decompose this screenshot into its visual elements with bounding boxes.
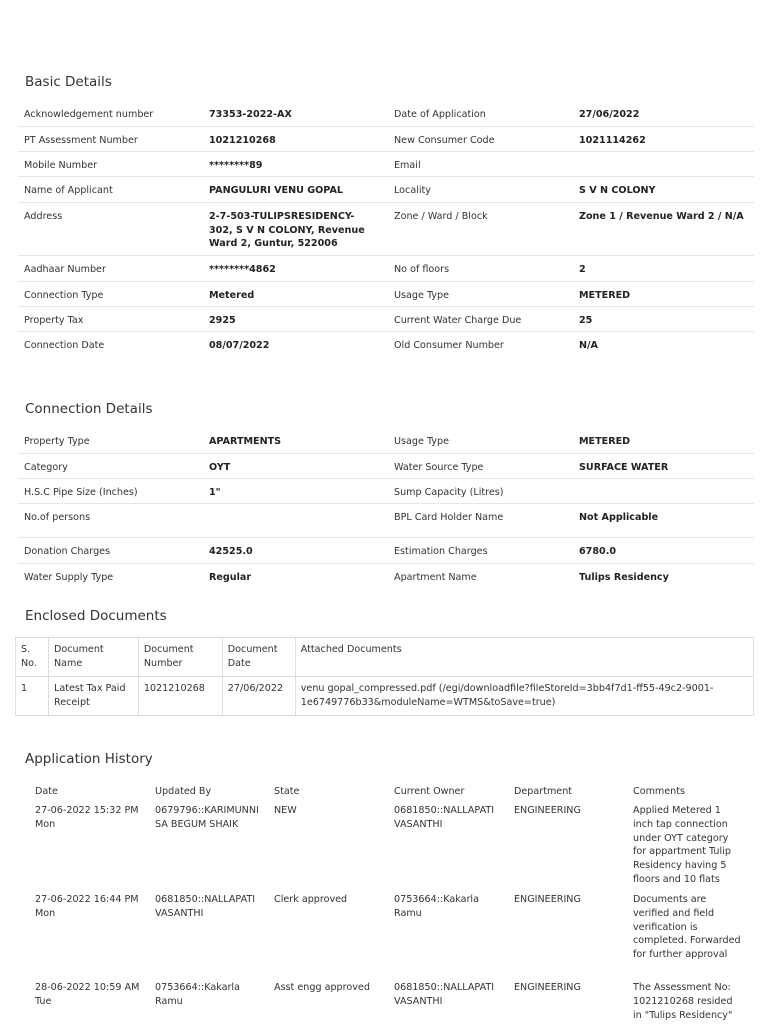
detail-row (18, 564, 754, 590)
field-label: Property Type (24, 436, 90, 447)
detail-row (18, 203, 754, 256)
column-header: Comments (633, 786, 686, 797)
history-department: ENGINEERING (514, 894, 581, 905)
field-value: 1021114262 (579, 135, 646, 146)
field-value: 6780.0 (579, 546, 617, 557)
field-label: BPL Card Holder Name (394, 512, 504, 523)
history-department: ENGINEERING (514, 805, 581, 816)
document-date-cell: 27/06/2022 (222, 677, 295, 716)
field-value: 2925 (209, 315, 236, 326)
field-label: Connection Date (24, 340, 105, 351)
column-header: Document Date (222, 638, 295, 677)
history-updated-by: 0679796::KARIMUNNI SA BEGUM SHAIK (155, 805, 259, 830)
column-header: Date (35, 786, 58, 797)
history-state: Clerk approved (274, 894, 348, 905)
column-header: Updated By (155, 786, 212, 797)
field-value: 08/07/2022 (209, 340, 270, 351)
detail-row (18, 428, 754, 454)
field-value: ********89 (209, 160, 263, 171)
document-name-cell: Latest Tax Paid Receipt (48, 677, 138, 716)
field-label: Mobile Number (24, 160, 98, 171)
detail-row (18, 101, 754, 127)
detail-row (18, 282, 754, 307)
field-value: Tulips Residency (579, 572, 669, 583)
field-label: Current Water Charge Due (394, 315, 522, 326)
detail-row (18, 504, 754, 538)
field-value: Regular (209, 572, 252, 583)
field-value: 1" (209, 487, 221, 498)
field-value: N/A (579, 340, 598, 351)
field-label: Property Tax (24, 315, 84, 326)
field-value: SURFACE WATER (579, 462, 669, 473)
field-value: Metered (209, 290, 255, 301)
detail-row (18, 479, 754, 504)
connection-details-title: Connection Details (25, 401, 153, 417)
field-label: Estimation Charges (394, 546, 488, 557)
column-header: Document Number (138, 638, 222, 677)
detail-row (18, 152, 754, 177)
detail-row (18, 177, 754, 203)
field-label: Usage Type (394, 290, 449, 301)
field-value: APARTMENTS (209, 436, 282, 447)
column-header: Department (514, 786, 573, 797)
history-date: 27-06-2022 16:44 PM Mon (35, 894, 139, 919)
field-label: Zone / Ward / Block (394, 211, 488, 222)
field-label: Connection Type (24, 290, 104, 301)
field-value: 2 (579, 264, 586, 275)
field-value: METERED (579, 290, 631, 301)
history-state: NEW (274, 805, 297, 816)
history-updated-by: 0681850::NALLAPATI VASANTHI (155, 894, 256, 919)
field-label: Water Source Type (394, 462, 484, 473)
field-label: Email (394, 160, 421, 171)
detail-row (18, 454, 754, 479)
field-label: Address (24, 211, 63, 222)
field-label: Aadhaar Number (24, 264, 106, 275)
history-date: 28-06-2022 10:59 AM Tue (35, 982, 140, 1007)
column-header: State (274, 786, 300, 797)
field-value: 73353-2022-AX (209, 109, 292, 120)
field-label: Sump Capacity (Litres) (394, 487, 504, 498)
field-label: Water Supply Type (24, 572, 114, 583)
field-label: No of floors (394, 264, 450, 275)
column-header: Attached Documents (295, 638, 753, 677)
field-value: S V N COLONY (579, 185, 656, 196)
field-value: METERED (579, 436, 631, 447)
column-header: S. No. (16, 638, 49, 677)
history-comments: Applied Metered 1 inch tap connection under OYT category for appartment Tulip Residency having 5 floors and 10 flats (633, 805, 731, 885)
table-row (16, 677, 754, 716)
field-value: OYT (209, 462, 231, 473)
column-header: Current Owner (394, 786, 465, 797)
detail-row (18, 538, 754, 564)
detail-row (18, 332, 754, 358)
field-value: 25 (579, 315, 593, 326)
field-label: No.of persons (24, 512, 91, 523)
field-value: 42525.0 (209, 546, 253, 557)
history-state: Asst engg approved (274, 982, 370, 993)
column-header: Document Name (48, 638, 138, 677)
history-department: ENGINEERING (514, 982, 581, 993)
document-number-cell: 1021210268 (138, 677, 222, 716)
basic-details-title: Basic Details (25, 74, 112, 90)
documents-table (15, 637, 754, 716)
field-label: Apartment Name (394, 572, 477, 583)
field-value: Zone 1 / Revenue Ward 2 / N/A (579, 211, 744, 222)
field-label: Locality (394, 185, 431, 196)
history-comments: The Assessment No: 1021210268 resided in "Tulips Residency" (633, 982, 733, 1021)
enclosed-documents-title: Enclosed Documents (25, 608, 167, 624)
field-value: ********4862 (209, 264, 276, 275)
serial-number-cell: 1 (16, 677, 49, 716)
table-header-row (16, 638, 754, 677)
field-label: New Consumer Code (394, 135, 495, 146)
field-value: 2-7-503-TULIPSRESIDENCY-302, S V N COLONY, Revenue Ward 2, Guntur, 522006 (209, 211, 365, 249)
application-history-title: Application History (25, 751, 153, 767)
field-value: Not Applicable (579, 512, 659, 523)
field-value: PANGULURI VENU GOPAL (209, 185, 343, 196)
history-updated-by: 0753664::Kakarla Ramu (155, 982, 240, 1007)
detail-row (18, 127, 754, 152)
detail-row (18, 256, 754, 282)
field-label: Name of Applicant (24, 185, 113, 196)
field-value: 1021210268 (209, 135, 276, 146)
attached-document-link[interactable]: venu gopal_compressed.pdf (/egi/downloadfile?fileStoreId=3bb4f7d1-ff55-49c2-9001-1e6749776b33&moduleName=WTMS&toSave=true) (295, 677, 753, 716)
field-label: PT Assessment Number (24, 135, 138, 146)
field-label: Old Consumer Number (394, 340, 504, 351)
field-label: H.S.C Pipe Size (Inches) (24, 487, 138, 498)
history-owner: 0681850::NALLAPATI VASANTHI (394, 805, 495, 830)
history-date: 27-06-2022 15:32 PM Mon (35, 805, 139, 830)
history-owner: 0681850::NALLAPATI VASANTHI (394, 982, 495, 1007)
field-label: Acknowledgement number (24, 109, 154, 120)
history-owner: 0753664::Kakarla Ramu (394, 894, 479, 919)
history-comments: Documents are verified and field verification is completed. Forwarded for further approval (633, 894, 741, 961)
field-value: 27/06/2022 (579, 109, 640, 120)
field-label: Date of Application (394, 109, 486, 120)
field-label: Category (24, 462, 68, 473)
field-label: Donation Charges (24, 546, 111, 557)
field-label: Usage Type (394, 436, 449, 447)
detail-row (18, 307, 754, 332)
